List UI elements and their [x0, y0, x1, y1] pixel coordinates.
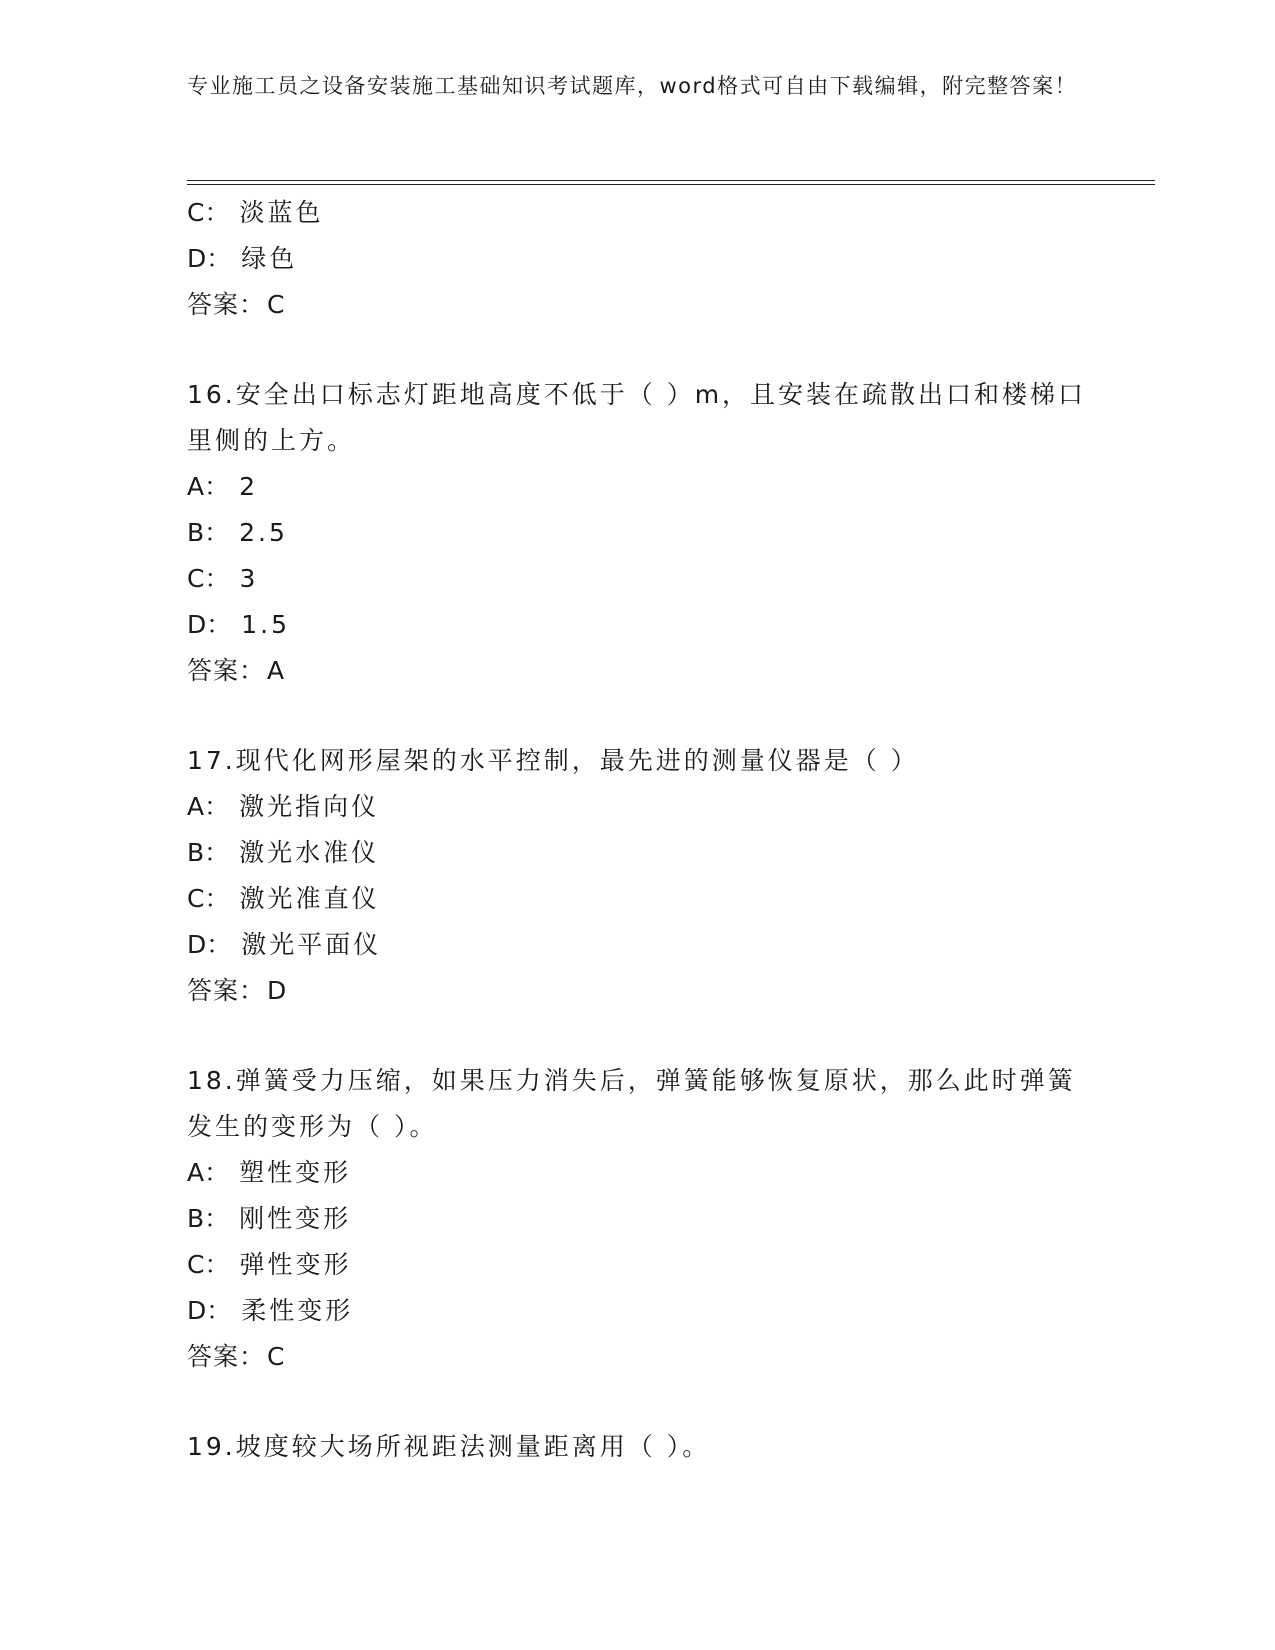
option-text: 1.5	[241, 610, 291, 639]
answer-value: A	[267, 656, 286, 685]
question-19	[187, 1424, 1087, 1470]
option-text: 刚性变形	[239, 1204, 352, 1233]
option-label: B：	[187, 1204, 230, 1233]
option-label: D：	[187, 610, 232, 639]
option-c	[187, 876, 1087, 922]
option-b	[187, 830, 1087, 876]
option-text: 激光准直仪	[239, 884, 380, 913]
answer-line	[187, 648, 1087, 694]
question-stem: 16.安全出口标志灯距地高度不低于（ ）m，且安装在疏散出口和楼梯口里侧的上方。	[187, 380, 1087, 455]
option-c	[187, 1242, 1087, 1288]
option-text: 3	[239, 564, 259, 593]
option-d	[187, 922, 1087, 968]
option-label: C：	[187, 1250, 230, 1279]
option-label: B：	[187, 838, 230, 867]
answer-label: 答案：	[187, 976, 266, 1005]
answer-line	[187, 1334, 1087, 1380]
option-a	[187, 464, 1087, 510]
option-label: A：	[187, 792, 230, 821]
answer-value: C	[267, 1342, 286, 1371]
page-header: 专业施工员之设备安装施工基础知识考试题库，word格式可自由下载编辑，附完整答案！	[187, 74, 1078, 98]
option-a	[187, 1150, 1087, 1196]
option-label: D：	[187, 244, 232, 273]
option-label: A：	[187, 1158, 230, 1187]
header-divider-top	[187, 180, 1155, 181]
option-b	[187, 1196, 1087, 1242]
option-text: 激光水准仪	[239, 838, 380, 867]
answer-value: C	[267, 290, 286, 319]
option-d	[187, 1288, 1087, 1334]
option-d	[187, 236, 1087, 282]
answer-label: 答案：	[187, 290, 266, 319]
option-text: 柔性变形	[241, 1296, 354, 1325]
option-label: C：	[187, 198, 230, 227]
answer-line	[187, 282, 1087, 328]
option-b	[187, 510, 1087, 556]
answer-line	[187, 968, 1087, 1014]
question-stem: 18.弹簧受力压缩，如果压力消失后，弹簧能够恢复原状，那么此时弹簧发生的变形为（ ）。	[187, 1066, 1076, 1141]
question-17	[187, 738, 1087, 1014]
answer-value: D	[267, 976, 288, 1005]
option-text: 淡蓝色	[239, 198, 324, 227]
option-label: C：	[187, 884, 230, 913]
option-c	[187, 190, 1087, 236]
option-text: 绿色	[241, 244, 298, 273]
option-d	[187, 602, 1087, 648]
option-label: A：	[187, 472, 230, 501]
exam-content	[187, 190, 1087, 1470]
question-18	[187, 1058, 1087, 1380]
option-label: D：	[187, 1296, 232, 1325]
question-16	[187, 372, 1087, 694]
option-text: 激光平面仪	[241, 930, 382, 959]
answer-label: 答案：	[187, 656, 266, 685]
answer-label: 答案：	[187, 1342, 266, 1371]
question-stem: 17.现代化网形屋架的水平控制，最先进的测量仪器是（ ）	[187, 746, 919, 775]
option-c	[187, 556, 1087, 602]
option-a	[187, 784, 1087, 830]
option-label: B：	[187, 518, 230, 547]
option-text: 激光指向仪	[239, 792, 380, 821]
question-stem: 19.坡度较大场所视距法测量距离用（ ）。	[187, 1432, 711, 1461]
option-text: 2	[239, 472, 259, 501]
option-label: C：	[187, 564, 230, 593]
option-label: D：	[187, 930, 232, 959]
previous-question-tail	[187, 190, 1087, 328]
option-text: 弹性变形	[239, 1250, 352, 1279]
option-text: 2.5	[239, 518, 288, 547]
header-divider-bottom	[187, 184, 1155, 185]
option-text: 塑性变形	[239, 1158, 352, 1187]
